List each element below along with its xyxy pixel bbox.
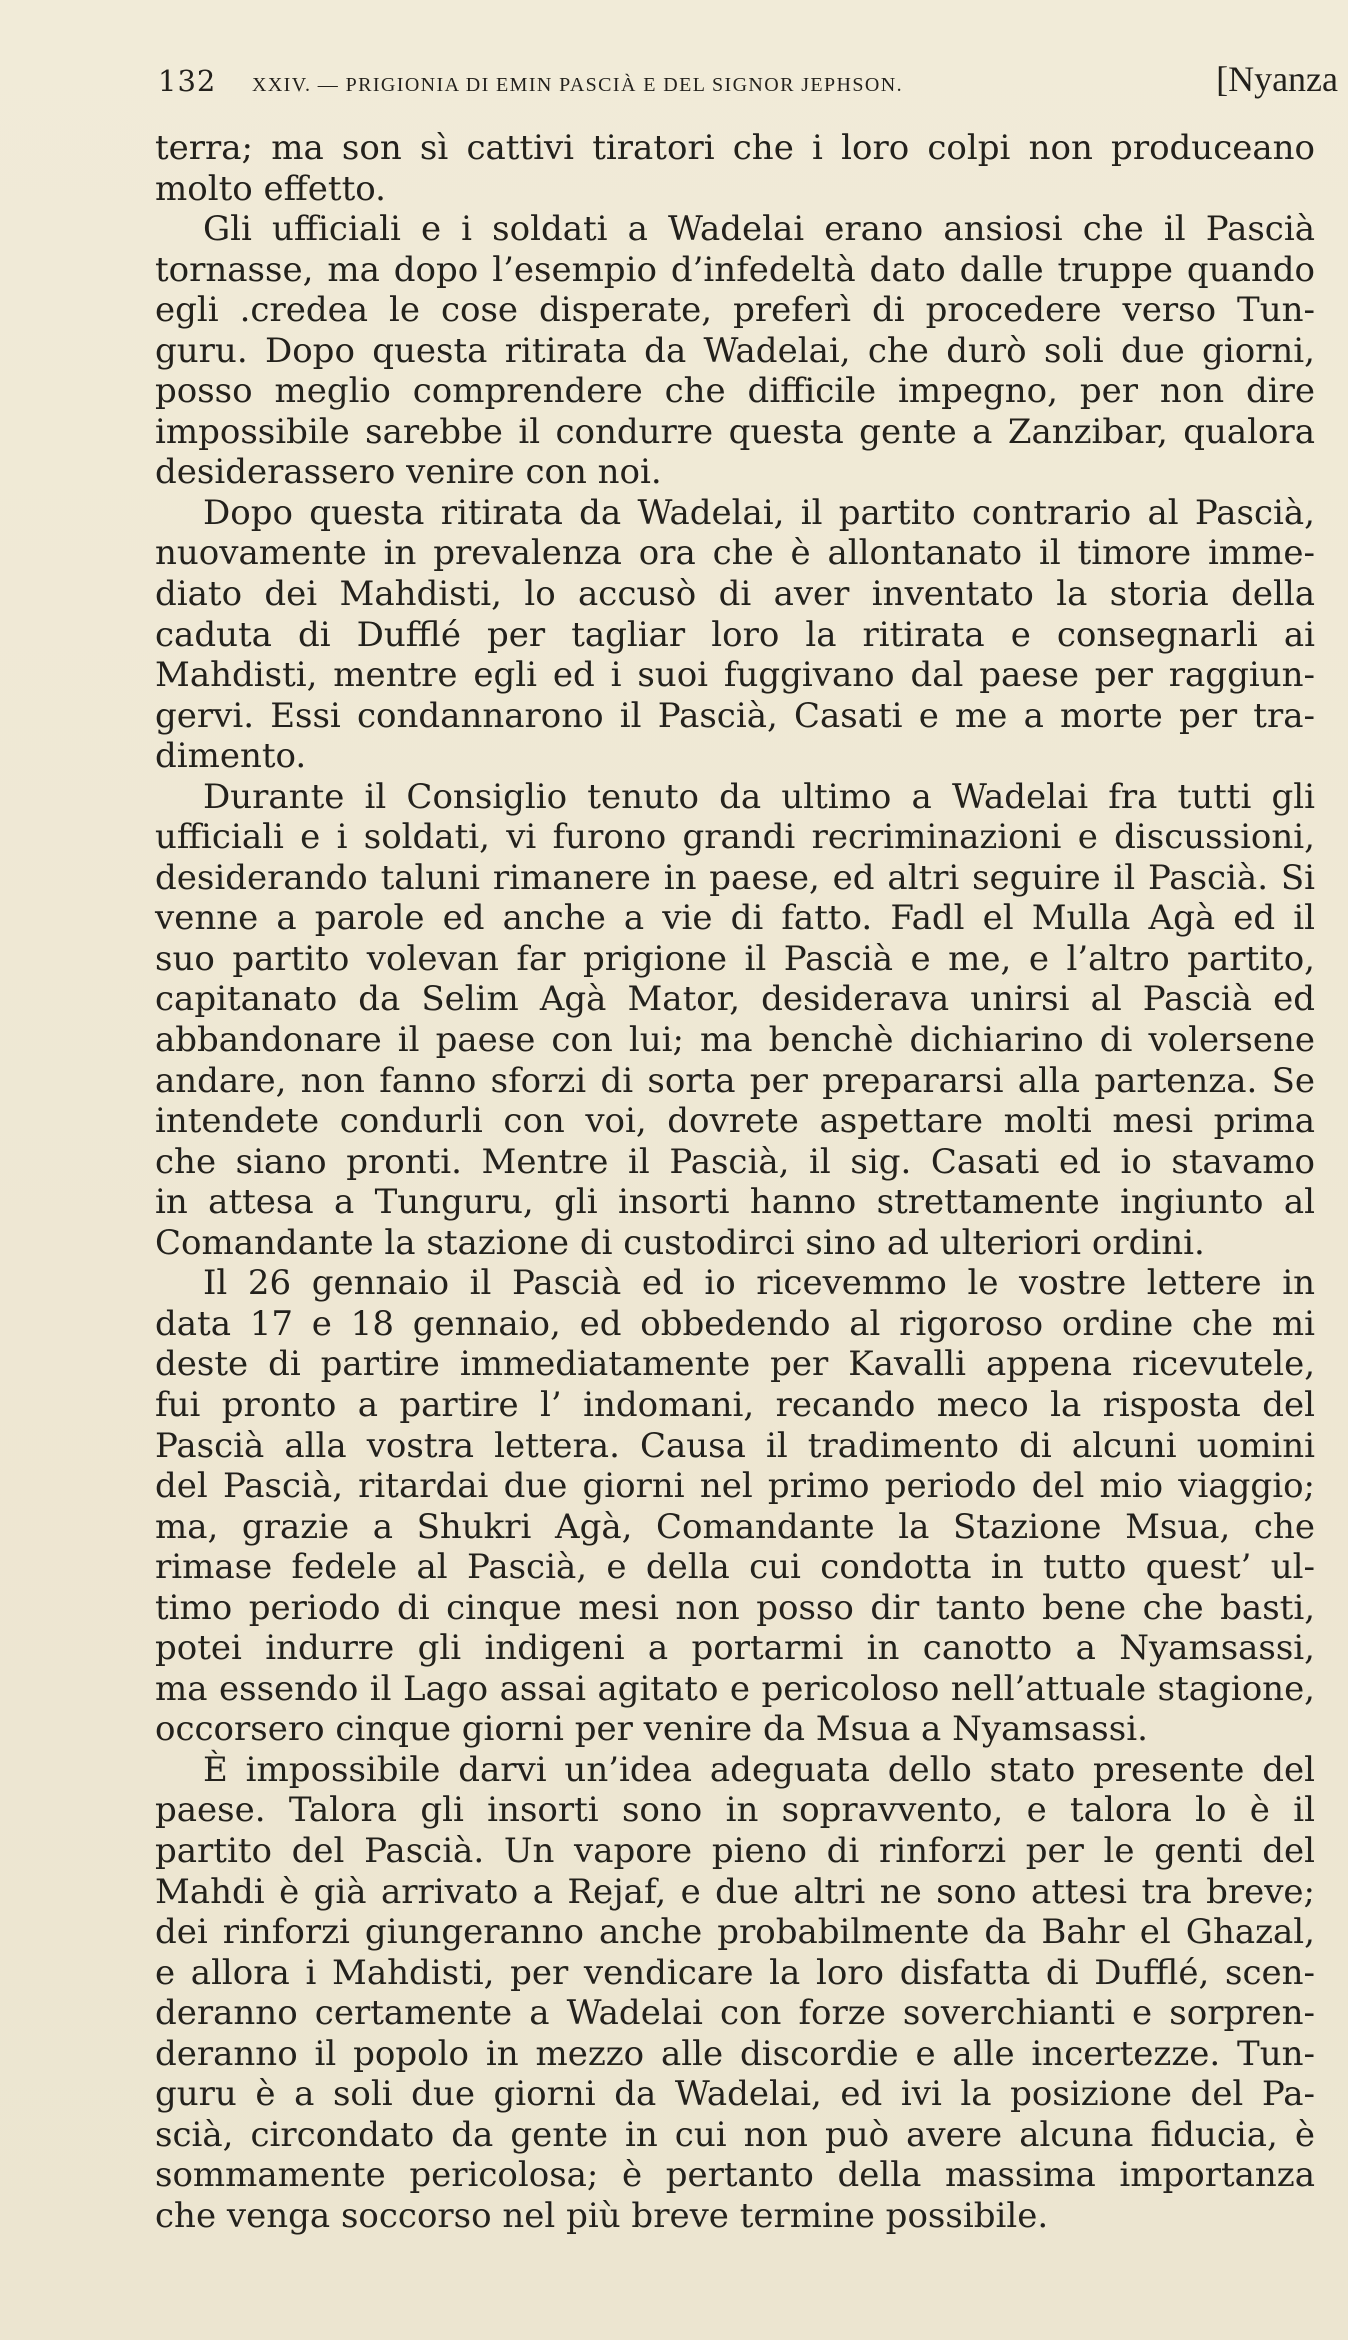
text-line: paese. Talora gli insorti sono in sopravvento, e talora lo è il (155, 1790, 1315, 1831)
body-text (155, 128, 1315, 2236)
text-line: che siano pronti. Mentre il Pascià, il sig. Casati ed io stavamo (155, 1141, 1315, 1182)
text-line: tornasse, ma dopo l’esempio d’infedeltà dato dalle truppe quando (155, 249, 1315, 290)
paragraph-start-line: È impossibile darvi un’idea adeguata dello stato presente del (203, 1749, 1315, 1790)
text-line: dei rinforzi giungeranno anche probabilmente da Bahr el Ghazal, (155, 1912, 1315, 1953)
text-line: deste di partire immediatamente per Kavalli appena ricevutele, (155, 1344, 1315, 1385)
text-line: egli .credea le cose disperate, preferì di procedere verso Tun- (155, 290, 1315, 331)
text-line: sommamente pericolosa; è pertanto della massima importanza (155, 2155, 1315, 2196)
text-line: venne a parole ed anche a vie di fatto. Fadl el Mulla Agà ed il (155, 898, 1315, 939)
text-line: intendete condurli con voi, dovrete aspettare molti mesi prima (155, 1101, 1315, 1142)
text-line: occorsero cinque giorni per venire da Msua a Nyamsassi. (155, 1709, 1148, 1750)
text-line: dimento. (155, 736, 307, 777)
text-line: deranno certamente a Wadelai con forze soverchianti e sorpren- (155, 1993, 1315, 2034)
text-line: suo partito volevan far prigione il Pascià e me, e l’altro partito, (155, 938, 1315, 979)
text-line: desiderassero venire con noi. (155, 452, 662, 493)
text-line: andare, non fanno sforzi di sorta per prepararsi alla partenza. Se (155, 1060, 1315, 1101)
text-line: timo periodo di cinque mesi non posso dir tanto bene che basti, (155, 1587, 1315, 1628)
text-line: rimase fedele al Pascià, e della cui condotta in tutto quest’ ul- (155, 1547, 1315, 1588)
text-line: posso meglio comprendere che difficile impegno, per non dire (155, 371, 1315, 412)
text-line: impossibile sarebbe il condurre questa gente a Zanzibar, qualora (155, 411, 1315, 452)
paragraph-start-line: Il 26 gennaio il Pascià ed io ricevemmo le vostre lettere in (203, 1263, 1315, 1304)
text-line: che venga soccorso nel più breve termine possibile. (155, 2195, 1049, 2236)
text-line: caduta di Dufflé per tagliar loro la ritirata e consegnarli ai (155, 614, 1315, 655)
text-line: deranno il popolo in mezzo alle discordie e alle incertezze. Tun- (155, 2033, 1315, 2074)
text-line: del Pascià, ritardai due giorni nel primo periodo del mio viaggio; (155, 1466, 1315, 1507)
text-line: nuovamente in prevalenza ora che è allontanato il timore imme- (155, 533, 1315, 574)
text-line: desiderando taluni rimanere in paese, ed altri seguire il Pascià. Si (155, 857, 1315, 898)
text-line: capitanato da Selim Agà Mator, desiderava unirsi al Pascià ed (155, 979, 1315, 1020)
text-line: guru. Dopo questa ritirata da Wadelai, che durò soli due giorni, (155, 330, 1315, 371)
text-line: ma essendo il Lago assai agitato e pericoloso nell’attuale stagione, (155, 1668, 1315, 1709)
text-line: Mahdisti, mentre egli ed i suoi fuggivano dal paese per raggiun- (155, 655, 1315, 696)
text-line: Mahdi è già arrivato a Rejaf, e due altri ne sono attesi tra breve; (155, 1871, 1315, 1912)
text-line: e allora i Mahdisti, per vendicare la loro disfatta di Dufflé, scen- (155, 1952, 1315, 1993)
text-line: potei indurre gli indigeni a portarmi in canotto a Nyamsassi, (155, 1628, 1315, 1669)
running-title: XXIV. — PRIGIONIA DI EMIN PASCIÀ E DEL SIGNOR JEPHSON. (252, 74, 904, 96)
paragraph-start-line: Dopo questa ritirata da Wadelai, il partito contrario al Pascià, (203, 492, 1315, 533)
text-line: scià, circondato da gente in cui non può avere alcuna fiducia, è (155, 2114, 1315, 2155)
section-mark: [Nyanza (1216, 59, 1338, 99)
text-line: gervi. Essi condannarono il Pascià, Casati e me a morte per tra- (155, 695, 1315, 736)
text-line: ufficiali e i soldati, vi furono grandi recriminazioni e discussioni, (155, 817, 1315, 858)
page-header (158, 58, 1338, 108)
text-line: data 17 e 18 gennaio, ed obbedendo al rigoroso ordine che mi (155, 1303, 1315, 1344)
text-line: fui pronto a partire l’ indomani, recando meco la risposta del (155, 1384, 1315, 1425)
text-line: Pascià alla vostra lettera. Causa il tradimento di alcuni uomini (155, 1425, 1315, 1466)
paragraph-start-line: Gli ufficiali e i soldati a Wadelai erano ansiosi che il Pascià (203, 209, 1315, 250)
text-line: guru è a soli due giorni da Wadelai, ed ivi la posizione del Pa- (155, 2074, 1315, 2115)
text-line: terra; ma son sì cattivi tiratori che i loro colpi non produceano (155, 128, 1315, 168)
text-line: partito del Pascià. Un vapore pieno di rinforzi per le genti del (155, 1830, 1315, 1871)
text-line: molto effetto. (155, 168, 386, 209)
text-line: abbandonare il paese con lui; ma benchè dichiarino di volersene (155, 1020, 1315, 1061)
text-line: Comandante la stazione di custodirci sino ad ulteriori ordini. (155, 1222, 1205, 1263)
text-line: diato dei Mahdisti, lo accusò di aver inventato la storia della (155, 574, 1315, 615)
page-number: 132 (158, 64, 217, 98)
text-line: ma, grazie a Shukri Agà, Comandante la Stazione Msua, che (155, 1506, 1315, 1547)
text-line: in attesa a Tunguru, gli insorti hanno strettamente ingiunto al (155, 1182, 1315, 1223)
paragraph-start-line: Durante il Consiglio tenuto da ultimo a Wadelai fra tutti gli (203, 776, 1315, 817)
